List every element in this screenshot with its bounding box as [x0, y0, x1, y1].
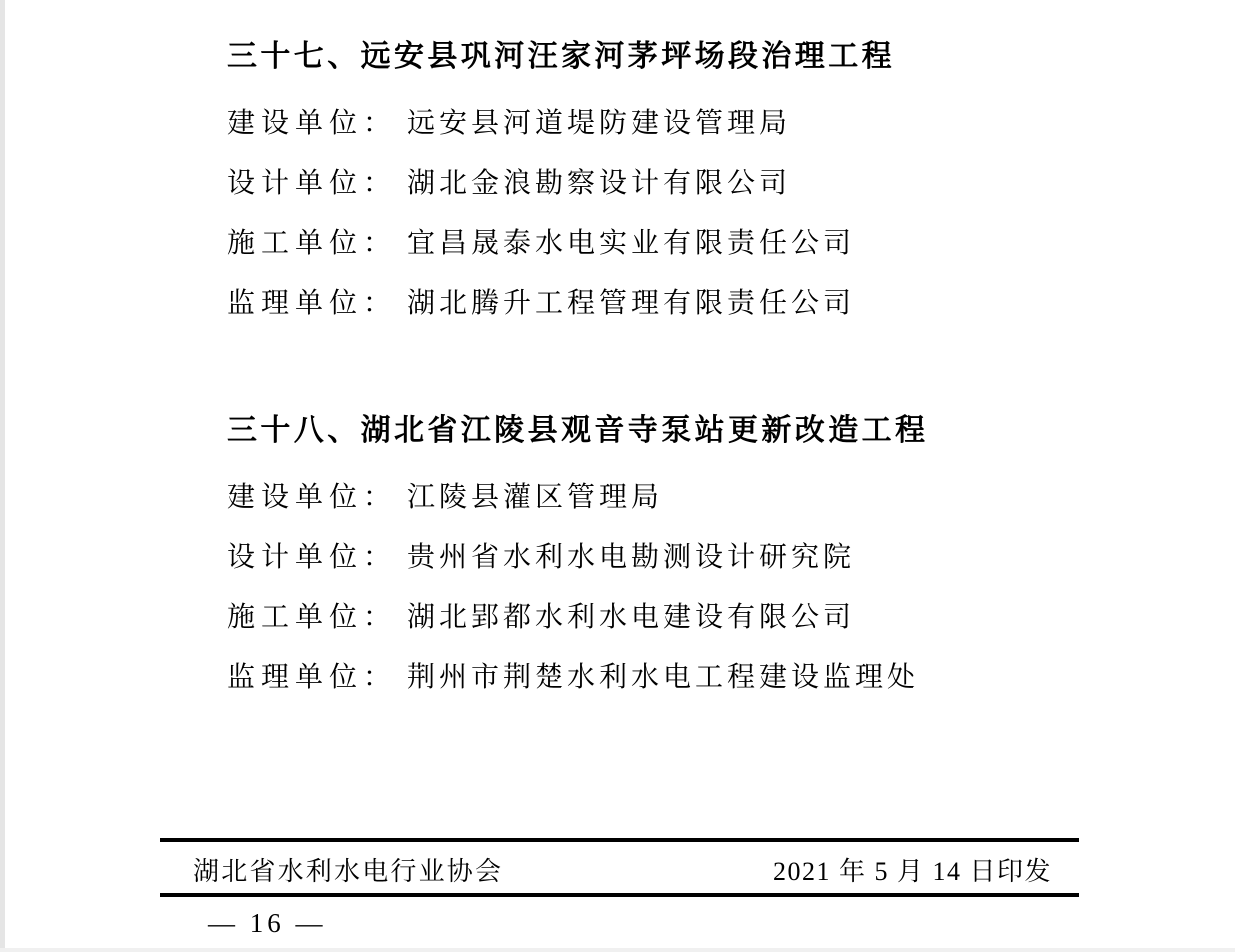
entry-row: [227, 599, 1127, 637]
entry-value: 湖北郢都水利水电建设有限公司: [407, 602, 856, 633]
entry-value: 贵州省水利水电勘测设计研究院: [407, 542, 856, 573]
entry-label: 设计单位：: [227, 168, 398, 199]
entry-value: 荆州市荆楚水利水电工程建设监理处: [407, 662, 920, 693]
entry-row: [227, 165, 1127, 203]
entry-row: [227, 659, 1127, 697]
entry-label: 建设单位：: [227, 108, 398, 139]
section-heading: 三十八、湖北省江陵县观音寺泵站更新改造工程: [227, 414, 929, 447]
entry-label: 监理单位：: [227, 662, 398, 693]
section-project-38: [227, 410, 1127, 719]
section-project-37: [227, 36, 1127, 345]
footer-bottom-rule: [160, 893, 1079, 897]
footer: [160, 849, 1079, 889]
entry-label: 建设单位：: [227, 482, 398, 513]
entry-value: 湖北腾升工程管理有限责任公司: [407, 288, 856, 319]
entry-value: 湖北金浪勘察设计有限公司: [407, 168, 792, 199]
footer-issuer: 湖北省水利水电行业协会: [193, 856, 504, 886]
entry-row: [227, 225, 1127, 263]
page-left-edge: [0, 0, 5, 952]
entry-row: [227, 105, 1127, 143]
entry-label: 施工单位：: [227, 228, 398, 259]
entry-value: 远安县河道堤防建设管理局: [407, 108, 792, 139]
entry-row: [227, 285, 1127, 323]
entry-label: 施工单位：: [227, 602, 398, 633]
footer-print-date: 2021 年 5 月 14 日印发: [772, 856, 1052, 886]
page-bottom-edge: [0, 948, 1235, 952]
entry-row: [227, 479, 1127, 517]
footer-top-rule: [160, 838, 1079, 842]
entry-value: 江陵县灌区管理局: [407, 482, 664, 513]
page-number: — 16 —: [208, 908, 327, 938]
section-heading: 三十七、远安县巩河汪家河茅坪场段治理工程: [227, 40, 895, 73]
entry-label: 设计单位：: [227, 542, 398, 573]
entry-label: 监理单位：: [227, 288, 398, 319]
entry-value: 宜昌晟泰水电实业有限责任公司: [407, 228, 856, 259]
entry-row: [227, 539, 1127, 577]
